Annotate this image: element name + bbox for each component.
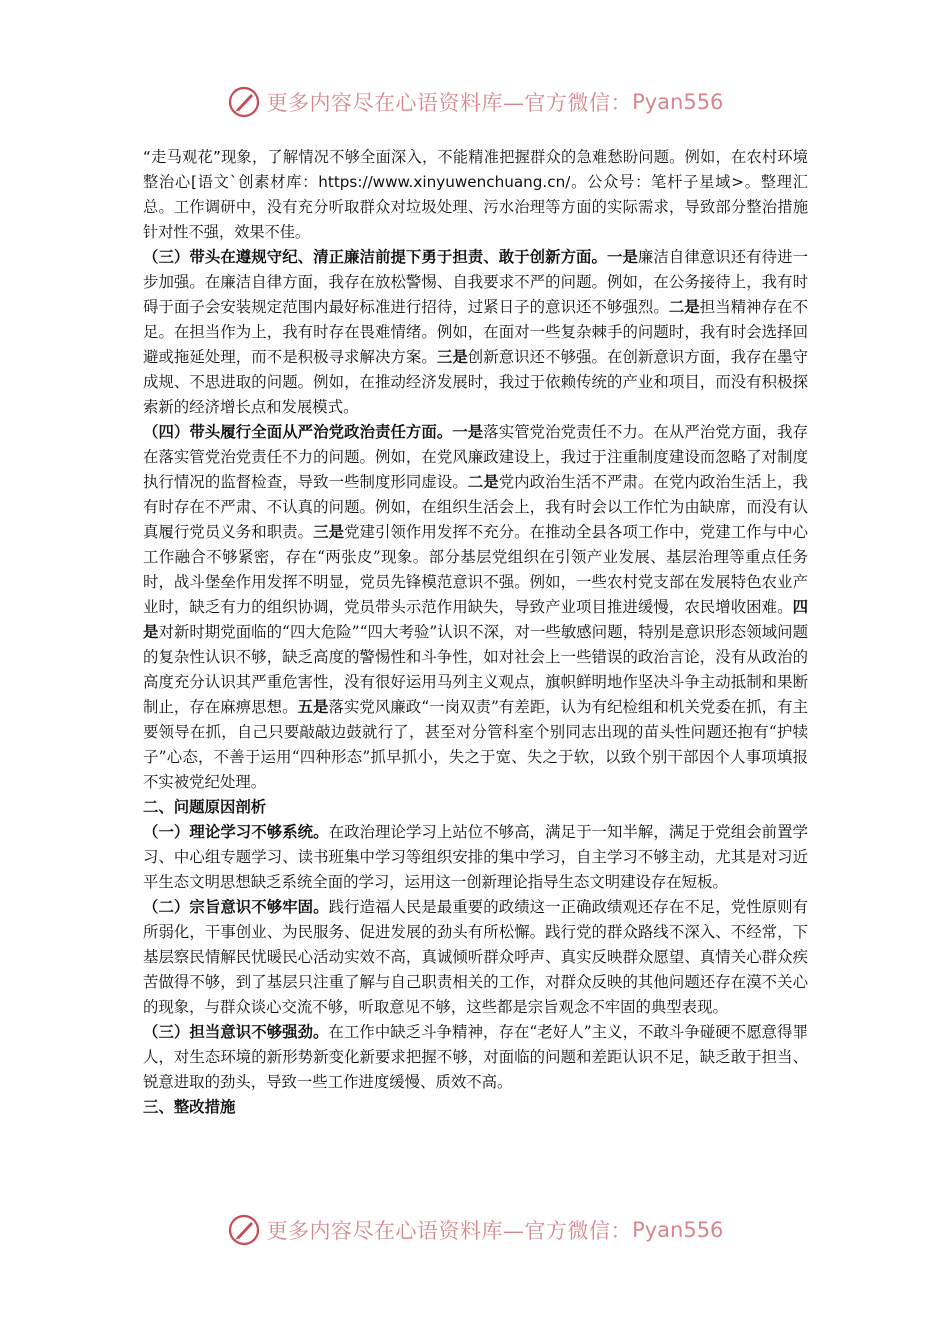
section-4-text-3: 党建引领作用发挥不充分。在推动全县各项工作中，党建工作与中心工作融合不够紧密，存在“两张皮”现象。部分基层党组织在引领产业发展、基层治理等重点任务时，战斗堡垒作用发挥不明显，党员先锋模范意识不强。例如，一些农村党支部在发展特色农业产业时，缺乏有力的组织协调，党员带头示范作用缺失，导致产业项目推进缓慢，农民增收困难。: [143, 523, 808, 616]
cause-2-paragraph: [143, 895, 808, 1020]
cause-2-heading: （二）宗旨意识不够牢固。: [143, 898, 329, 916]
section-3-text-3: 创新意识还不够强。在创新意识方面，我存在墨守成规、不思进取的问题。例如，在推动经济发展时，我过于依赖传统的产业和项目，而没有积极探索新的经济增长点和发展模式。: [143, 348, 808, 416]
cause-1-text: 在政治理论学习上站位不够高，满足于一知半解，满足于党组会前置学习、中心组专题学习、读书班集中学习等组织安排的集中学习，自主学习不够主动，尤其是对习近平生态文明思想缺乏系统全面的学习，运用这一创新理论指导生态文明建设存在短板。: [143, 823, 808, 891]
intro-paragraph: “走马观花”现象，了解情况不够全面深入，不能精准把握群众的急难愁盼问题。例如，在农村环境整治心[语文`创素材库：https://www.xinyuwenchuang.cn/。公众号：笔杆子星域>。整理汇总。工作调研中，没有充分听取群众对垃圾处理、污水治理等方面的实际需求，导致部分整治措施针对性不强，效果不佳。: [143, 148, 808, 241]
marker-1: 一是: [452, 423, 484, 441]
marker-2: 二是: [467, 473, 499, 491]
marker-1: 一是: [606, 248, 638, 266]
document-body: [143, 145, 808, 1120]
part-2-heading: 二、问题原因剖析: [143, 798, 267, 816]
marker-4: 四是: [143, 598, 808, 641]
cause-3-heading: （三）担当意识不够强劲。: [143, 1023, 329, 1041]
banner-text: 更多内容尽在心语资料库—官方微信：: [266, 1219, 633, 1243]
section-3-heading: （三）带头在遵规守纪、清正廉洁前提下勇于担责、敢于创新方面。: [143, 248, 607, 266]
part-3-heading: 三、整改措施: [143, 1098, 236, 1116]
marker-3: 三是: [313, 523, 345, 541]
pen-logo-icon: [227, 1213, 261, 1247]
pen-logo-icon: [227, 85, 261, 119]
section-3-paragraph: [143, 245, 808, 420]
cause-2-text: 践行造福人民是最重要的政绩这一正确政绩观还存在不足，党性原则有所弱化，干事创业、为民服务、促进发展的劲头有所松懈。践行党的群众路线不深入、不经常，下基层察民情解民忧暖民心活动实效不高，真诚倾听群众呼声、真实反映群众愿望、真情关心群众疾苦做得不够，到了基层只注重了解与自己职责相关的工作，对群众反映的其他问题还存在漠不关心的现象，与群众谈心交流不够，听取意见不够，这些都是宗旨观念不牢固的典型表现。: [143, 898, 808, 1016]
section-4-heading: （四）带头履行全面从严治党政治责任方面。: [143, 423, 453, 441]
footer-banner: [0, 1210, 950, 1250]
marker-5: 五是: [297, 698, 329, 716]
section-4-paragraph: [143, 420, 808, 795]
section-3-text-1: 廉洁自律意识还有待进一步加强。在廉洁自律方面，我存在放松警惕、自我要求不严的问题。例如，在公务接待上，我有时碍于面子会安装规定范围内最好标准进行招待，过紧日子的意识还不够强烈。: [143, 248, 808, 316]
marker-2: 二是: [668, 298, 700, 316]
banner-brand: Pyan556: [632, 1218, 724, 1242]
section-4-text-1: 落实管党治党责任不力。在从严治党方面，我存在落实管党治党责任不力的问题。例如，在党风廉政建设上，我过于注重制度建设而忽略了对制度执行情况的监督检查，导致一些制度形同虚设。: [143, 423, 808, 491]
section-4-text-4: 对新时期党面临的“四大危险”“四大考验”认识不深，对一些敏感问题，特别是意识形态领域问题的复杂性认识不够，缺乏高度的警惕性和斗争性，如对社会上一些错误的政治言论，没有从政治的高度充分认识其严重危害性，没有很好运用马列主义观点，旗帜鲜明地作坚决斗争主动抵制和果断制止，存在麻痹思想。: [143, 623, 808, 716]
cause-3-paragraph: [143, 1020, 808, 1095]
section-4-text-2: 党内政治生活不严肃。在党内政治生活上，我有时存在不严肃、不认真的问题。例如，在组织生活会上，我有时会以工作忙为由缺席，而没有认真履行党员义务和职责。: [143, 473, 808, 541]
cause-1-paragraph: [143, 820, 808, 895]
section-4-text-5: 落实党风廉政“一岗双责”有差距，认为有纪检组和机关党委在抓，有主要领导在抓，自己只要敲敲边鼓就行了，甚至对分管科室个别同志出现的苗头性问题还抱有“护犊子”心态，不善于运用“四种形态”抓早抓小，失之于宽、失之于软，以致个别干部因个人事项填报不实被党纪处理。: [143, 698, 808, 791]
banner-brand: Pyan556: [632, 90, 724, 114]
marker-3: 三是: [436, 348, 468, 366]
section-3-text-2: 担当精神存在不足。在担当作为上，我有时存在畏难情绪。例如，在面对一些复杂棘手的问题时，我有时会选择回避或拖延处理，而不是积极寻求解决方案。: [143, 298, 808, 366]
cause-1-heading: （一）理论学习不够系统。: [143, 823, 329, 841]
cause-3-text: 在工作中缺乏斗争精神，存在“老好人”主义，不敢斗争碰硬不愿意得罪人，对生态环境的新形势新变化新要求把握不够，对面临的问题和差距认识不足，缺乏敢于担当、锐意进取的劲头，导致一些工作进度缓慢、质效不高。: [143, 1023, 808, 1091]
header-banner: [0, 82, 950, 122]
banner-text: 更多内容尽在心语资料库—官方微信：: [266, 91, 633, 115]
